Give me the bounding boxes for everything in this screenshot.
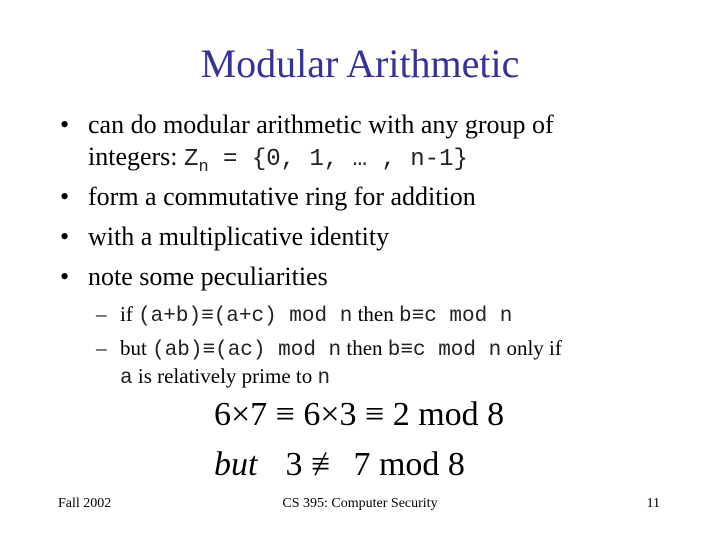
bullet-3-text: with a multiplicative identity xyxy=(88,222,390,251)
sub-bullet-2-line2 xyxy=(120,364,330,390)
congruence-product: (ab)≡(ac) mod n xyxy=(152,339,342,362)
congruence-result: b≡c mod n xyxy=(398,305,513,328)
congruence-sum: (a+b)≡(a+c) mod n xyxy=(138,305,353,328)
bullet-dot: • xyxy=(60,222,70,251)
word-if: if xyxy=(120,302,139,326)
equation-2-body: 3 ≢ 7 mod 8 xyxy=(285,446,465,483)
var-a: a xyxy=(120,367,133,390)
sub-bullet-dash: – xyxy=(96,336,107,360)
bullet-1-line2 xyxy=(88,142,468,177)
sub-bullet-2-text xyxy=(120,336,562,362)
bullet-1-line1: can do modular arithmetic with any group of xyxy=(88,110,554,139)
var-n: n xyxy=(317,367,331,390)
word-only-if: only if xyxy=(501,336,562,360)
bullet-dot: • xyxy=(60,182,70,211)
zn-symbol xyxy=(184,146,468,177)
slide-title: Modular Arithmetic xyxy=(200,41,520,86)
bullet-dot: • xyxy=(60,262,70,291)
sub-bullet-dash: – xyxy=(96,302,107,326)
word-but: but xyxy=(120,336,153,360)
sub-bullet-1-text xyxy=(120,302,512,328)
congruence-result: b≡c mod n xyxy=(387,339,502,362)
z-subscript: n xyxy=(198,157,209,177)
equation-2 xyxy=(214,446,465,484)
bullet-4-text: note some peculiarities xyxy=(88,262,328,291)
integers-label: integers: xyxy=(88,142,185,171)
bullet-2-text: form a commutative ring for addition xyxy=(88,182,476,211)
word-then: then xyxy=(341,336,388,360)
footer-course: CS 395: Computer Security xyxy=(282,496,438,511)
word-then: then xyxy=(352,302,399,326)
bullet-dot: • xyxy=(60,110,70,139)
footer-date: Fall 2002 xyxy=(58,496,112,511)
footer-page-number: 11 xyxy=(646,496,660,511)
equation-1: 6×7 ≡ 6×3 ≡ 2 mod 8 xyxy=(214,396,505,433)
z-letter: Z xyxy=(184,146,199,173)
relatively-prime-text: is relatively prime to xyxy=(132,364,318,388)
equation-2-prefix: but xyxy=(214,446,258,483)
integer-set: = {0, 1, … , n-1} xyxy=(208,146,468,173)
